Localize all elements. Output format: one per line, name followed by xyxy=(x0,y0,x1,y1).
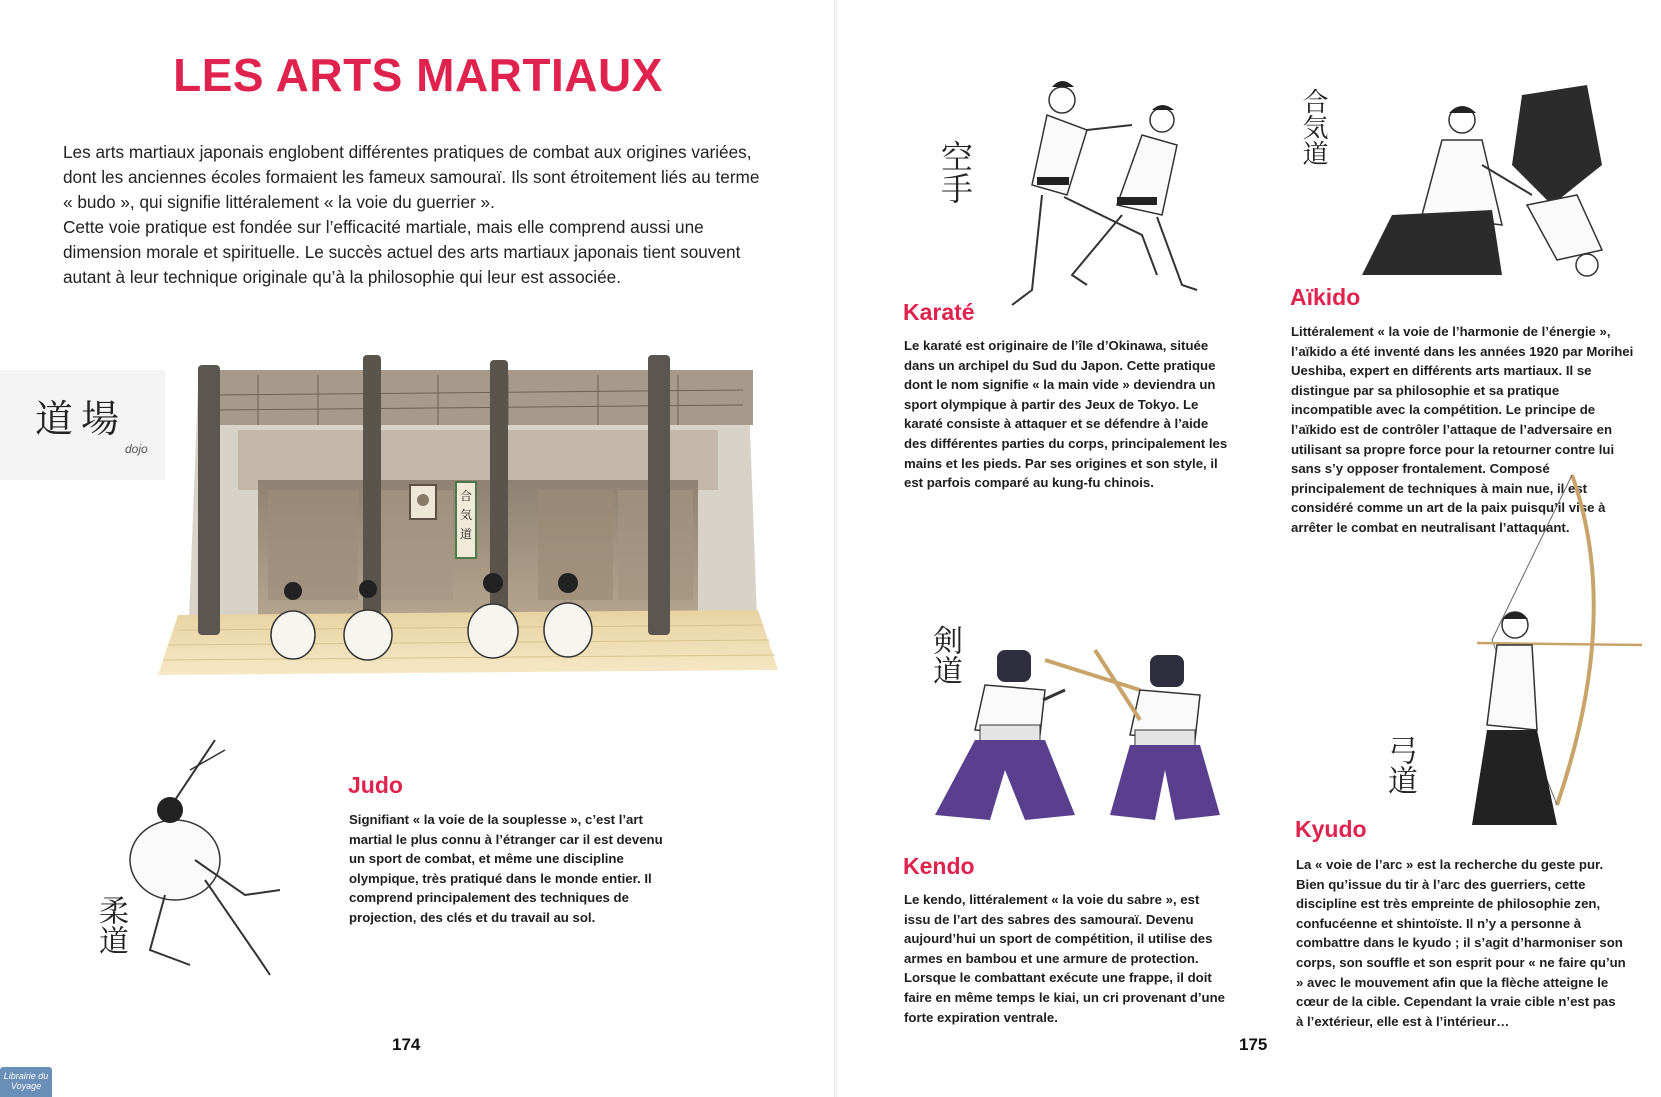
dojo-kanji-label xyxy=(0,370,165,480)
karate-title: Karaté xyxy=(903,299,975,325)
kyudo-illustration xyxy=(1437,455,1647,835)
watermark-text: Librairie du Voyage xyxy=(3,1071,49,1091)
judo-body: Signifiant « la voie de la souplesse », c’est l’art martial le plus connu à l’étranger car il est devenu un sport de combat, et même une discipline olympique, très pratiqué dans le monde entier. Il comprend principalement des techniques de projection, des clés et du travail au sol. xyxy=(349,812,663,925)
scroll-kanji-3: 道 xyxy=(459,527,473,541)
kyudo-body: La « voie de l’arc » est la recherche du geste pur. Bien qu’issue du tir à l’arc des guerriers, cette discipline est très empreinte de philosophie zen, confucéenne et shintoïste. Il n’y a personne à combattre dans le kyudo ; il s’agit d’harmoniser son corps, son souffle et son esprit pour « ne faire qu’un » avec le mouvement afin que la flèche atteigne le cœur de la cible. Cependant la vraie cible n’est pas à l’extérieur, elle est à l’intérieur… xyxy=(1296,857,1626,1029)
intro-paragraph-2: Cette voie pratique est fondée sur l’efficacité martiale, mais elle comprend aussi une dimension morale et spirituelle. Le succès actuel des arts martiaux japonais tient souvent autant à leur technique originale qu’à la philosophie qui leur est associée. xyxy=(63,217,741,287)
kyudo-kanji: 弓道 xyxy=(1382,735,1417,795)
page-number-left: 174 xyxy=(392,1035,421,1054)
aikido-illustration xyxy=(1352,85,1617,285)
intro-paragraph-1: Les arts martiaux japonais englobent différentes pratiques de combat aux origines variées, dont les anciennes écoles formaient les fameux samouraï. Ils sont étroitement liés au terme « budo », qui signifie littéralement « la voie du guerrier ». xyxy=(63,142,760,212)
aikido-body: Littéralement « la voie de l’harmonie de l’énergie », l’aïkido a été inventé dans les années 1920 par Morihei Ueshiba, expert en différents arts martiaux. Il se distingue par sa philosophie et sa pratique incompatible avec la compétition. Le principe de l’aïkido est de contrôler l’attaque de l’adversaire en utilisant sa propre force pour la retourner contre lui sans s’y opposer frontalement. Composé principalement de techniques à main nue, il est considéré comme un art de la paix puisqu’il vise à arrêter le combat en neutralisant l’attaquant. xyxy=(1291,324,1634,535)
dojo-illustration xyxy=(158,345,778,725)
kendo-kanji: 剣道 xyxy=(927,625,962,685)
right-page xyxy=(837,0,1661,1097)
kyudo-title: Kyudo xyxy=(1295,816,1367,842)
kendo-body: Le kendo, littéralement « la voie du sabre », est issu de l’art des sabres des samouraï. Devenu aujourd’hui un sport de compétition, il utilise des armes en bambou et une armure de protection. Lorsque le combattant exécute une frappe, il doit faire en même temps le kiai, un cri provenant d’une forte expiration ventrale. xyxy=(904,892,1225,1025)
judo-title: Judo xyxy=(348,772,403,798)
karate-kanji: 空手 xyxy=(936,140,974,204)
intro-text xyxy=(63,140,763,290)
page-title: LES ARTS MARTIAUX xyxy=(173,49,663,101)
judo-kanji: 柔道 xyxy=(93,895,128,955)
scroll-kanji-2: 気 xyxy=(459,508,473,522)
dojo-caption: dojo xyxy=(125,442,148,456)
karate-body: Le karaté est originaire de l’île d’Okinawa, située dans un archipel du Sud du Japon. Cette pratique dont le nom signifie « la main vide » deviendra un sport olympique à partir des Jeux de Tokyo. Le karaté consiste à attaquer et se défendre à l’aide des différentes parties du corps, principalement les mains et les pieds. Par ses origines et son style, il est parfois comparé au kung-fu chinois. xyxy=(904,338,1228,491)
watermark-logo xyxy=(0,1067,52,1097)
kendo-illustration xyxy=(905,630,1235,830)
scroll-kanji-1: 合 xyxy=(459,489,473,503)
dojo-kanji: 道場 xyxy=(35,397,128,441)
page-number-right: 175 xyxy=(1239,1035,1268,1054)
kendo-title: Kendo xyxy=(903,853,975,879)
aikido-kanji: 合気道 xyxy=(1298,88,1328,166)
aikido-title: Aïkido xyxy=(1290,284,1361,310)
karate-illustration xyxy=(992,75,1202,315)
